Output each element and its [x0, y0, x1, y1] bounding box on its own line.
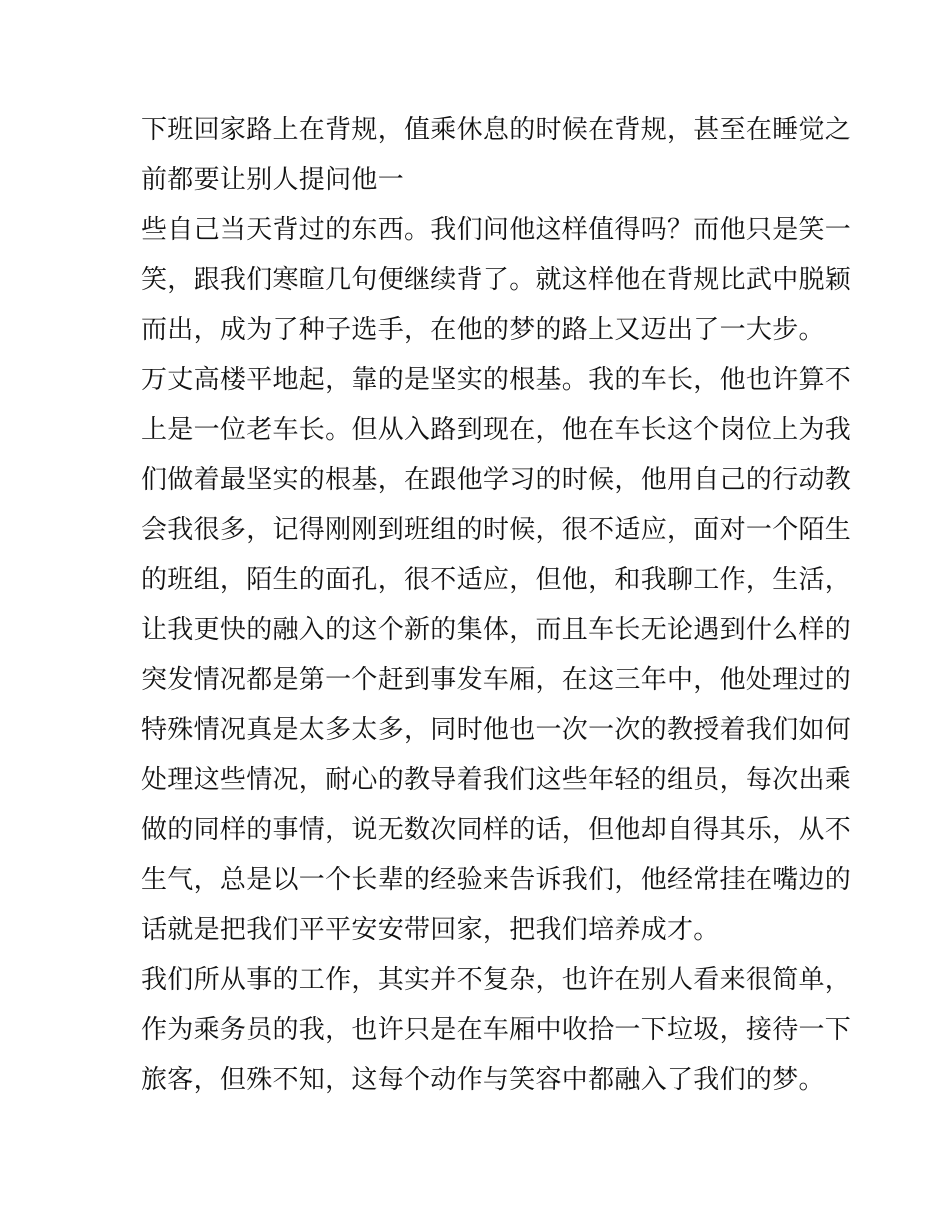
text-line: 特殊情况真是太多太多，同时他也一次一次的教授着我们如何 — [141, 715, 852, 745]
text-line: 处理这些情况，耐心的教导着我们这些年轻的组员，每次出乘 — [141, 765, 852, 795]
text-line: 上是一位老车长。但从入路到现在，他在车长这个岗位上为我 — [141, 415, 852, 445]
text-line: 万丈高楼平地起，靠的是坚实的根基。我的车长，他也许算不 — [141, 365, 852, 395]
text-line: 会我很多，记得刚刚到班组的时候，很不适应，面对一个陌生 — [141, 515, 852, 545]
text-line: 我们所从事的工作，其实并不复杂，也许在别人看来很简单， — [141, 965, 852, 995]
text-line: 生气，总是以一个长辈的经验来告诉我们，他经常挂在嘴边的 — [141, 865, 852, 895]
text-line: 作为乘务员的我，也许只是在车厢中收拾一下垃圾，接待一下 — [141, 1015, 852, 1045]
text-line: 让我更快的融入的这个新的集体，而且车长无论遇到什么样的 — [141, 615, 852, 645]
text-line: 的班组，陌生的面孔，很不适应，但他，和我聊工作，生活， — [141, 565, 852, 595]
text-line: 突发情况都是第一个赶到事发车厢，在这三年中，他处理过的 — [141, 665, 852, 695]
text-line: 前都要让别人提问他一 — [141, 165, 405, 195]
text-line: 们做着最坚实的根基，在跟他学习的时候，他用自己的行动教 — [141, 465, 852, 495]
text-line: 而出，成为了种子选手，在他的梦的路上又迈出了一大步。 — [141, 315, 825, 345]
text-line: 做的同样的事情，说无数次同样的话，但他却自得其乐，从不 — [141, 815, 852, 845]
text-line: 话就是把我们平平安安带回家，把我们培养成才。 — [141, 915, 720, 945]
document-body — [141, 105, 852, 1105]
text-line: 下班回家路上在背规，值乘休息的时候在背规，甚至在睡觉之 — [141, 115, 852, 145]
text-line: 笑，跟我们寒暄几句便继续背了。就这样他在背规比武中脱颖 — [141, 265, 852, 295]
text-line: 旅客，但殊不知，这每个动作与笑容中都融入了我们的梦。 — [141, 1065, 825, 1095]
text-line: 些自己当天背过的东西。我们问他这样值得吗？而他只是笑一 — [141, 215, 852, 245]
